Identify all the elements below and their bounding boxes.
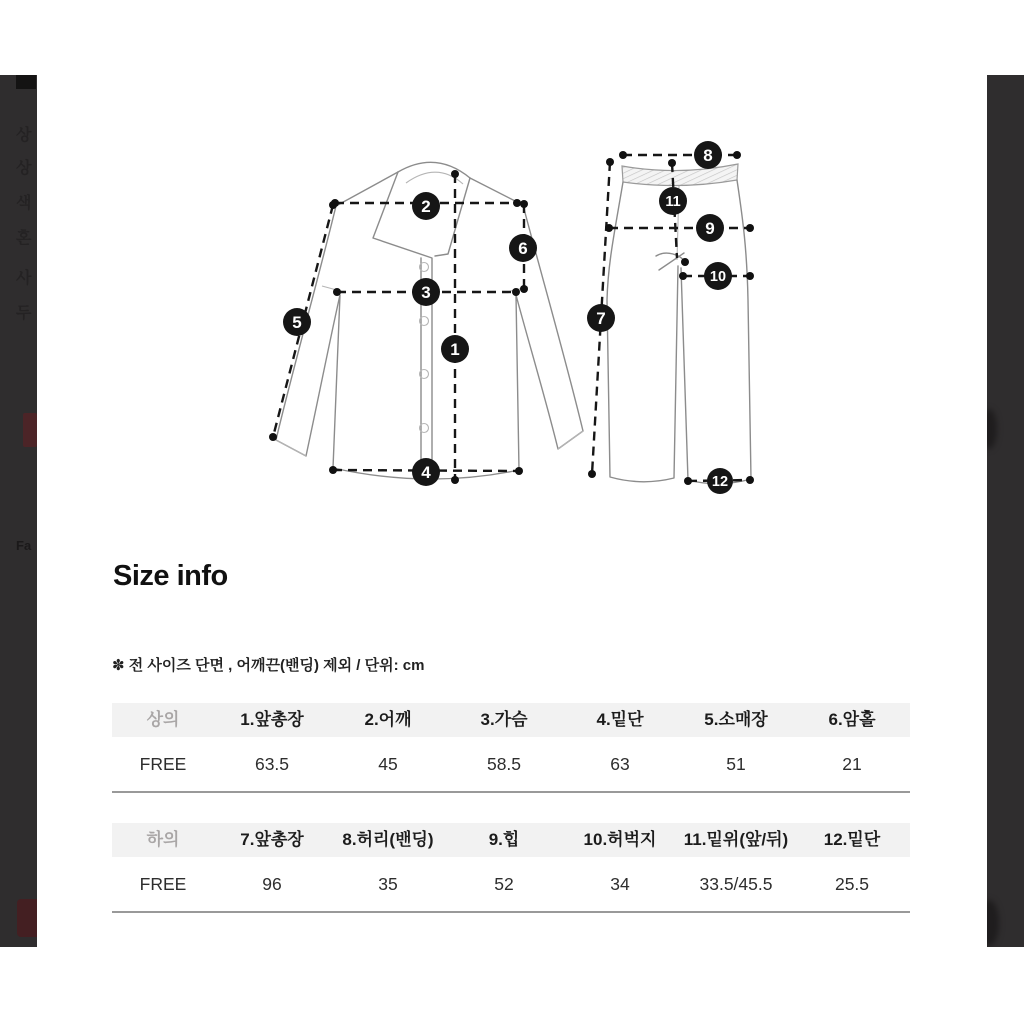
svg-text:4: 4 — [421, 463, 431, 482]
column-header: 3.가슴 — [480, 710, 528, 729]
badge-1 — [441, 335, 469, 363]
dimmed-shape — [987, 900, 999, 946]
svg-text:10: 10 — [709, 269, 727, 285]
table-section-label: 상의 — [146, 710, 180, 729]
svg-text:5: 5 — [292, 313, 302, 332]
dimmed-red-accent — [17, 899, 37, 937]
badge-2 — [412, 192, 440, 220]
svg-text:7: 7 — [596, 309, 606, 328]
badge-8 — [694, 141, 722, 169]
table-header-row — [112, 703, 910, 737]
svg-text:9: 9 — [705, 219, 715, 238]
svg-text:12: 12 — [711, 474, 729, 490]
column-header: 12.밑단 — [823, 830, 881, 849]
measurement-badges — [283, 141, 733, 494]
measurement-value: 96 — [262, 874, 282, 894]
badge-4 — [412, 458, 440, 486]
column-header: 10.허벅지 — [583, 830, 657, 849]
column-header: 11.밑위(앞/뒤) — [683, 830, 789, 849]
table-section-label: 하의 — [146, 830, 180, 849]
column-header: 7.앞총장 — [240, 830, 304, 849]
dimmed-label-fragment: 혼 — [16, 230, 32, 247]
measurement-value: 58.5 — [486, 754, 522, 774]
table-data-row — [112, 857, 910, 911]
badge-7 — [587, 304, 615, 332]
dimmed-label-fragment: 상 — [16, 127, 32, 144]
table-header-row — [112, 823, 910, 857]
dimmed-label-fragment: 두 — [16, 305, 32, 322]
measurement-value: 33.5/45.5 — [699, 874, 773, 894]
svg-text:1: 1 — [450, 340, 460, 359]
badge-6 — [509, 234, 537, 262]
measurement-value: 52 — [494, 874, 514, 894]
size-table-top — [112, 703, 910, 793]
column-header: 4.밑단 — [596, 710, 644, 729]
column-header: 1.앞총장 — [240, 710, 304, 729]
column-header: 2.어깨 — [364, 710, 412, 729]
measurement-value: 21 — [842, 754, 862, 774]
table-data-row — [112, 737, 910, 791]
measurement-value: 35 — [378, 874, 398, 894]
measurement-value: 25.5 — [834, 874, 870, 894]
measurement-value: 45 — [378, 754, 398, 774]
pants-waistband — [622, 164, 738, 186]
dimmed-label-fragment: 색 — [16, 195, 32, 212]
size-label: FREE — [139, 874, 187, 894]
badge-12 — [707, 468, 733, 494]
column-header: 6.암홀 — [828, 710, 876, 729]
svg-text:2: 2 — [421, 197, 431, 216]
svg-text:6: 6 — [518, 239, 528, 258]
dimmed-text-fragment: Fa — [16, 538, 32, 553]
measurement-value: 51 — [726, 754, 746, 774]
measurement-value: 63.5 — [254, 754, 290, 774]
measurement-value: 34 — [610, 874, 630, 894]
column-header: 9.힙 — [488, 830, 520, 849]
size-info-title: Size info — [113, 560, 228, 592]
size-label: FREE — [139, 754, 187, 774]
badge-3 — [412, 278, 440, 306]
badge-11 — [659, 187, 687, 215]
size-unit-note: ✽ 전 사이즈 단면 , 어깨끈(밴딩) 제외 / 단위: cm — [112, 657, 425, 674]
svg-text:3: 3 — [421, 283, 431, 302]
badge-5 — [283, 308, 311, 336]
svg-text:11: 11 — [665, 194, 681, 210]
column-header: 5.소매장 — [704, 710, 768, 729]
svg-text:8: 8 — [703, 146, 713, 165]
column-header: 8.허리(밴딩) — [342, 830, 434, 849]
badge-9 — [696, 214, 724, 242]
measurement-value: 63 — [610, 754, 630, 774]
dimmed-label-fragment: 상 — [16, 160, 32, 177]
dimmed-label-fragment: 사 — [16, 270, 32, 287]
badge-10 — [704, 262, 732, 290]
size-table-bottom — [112, 823, 910, 913]
